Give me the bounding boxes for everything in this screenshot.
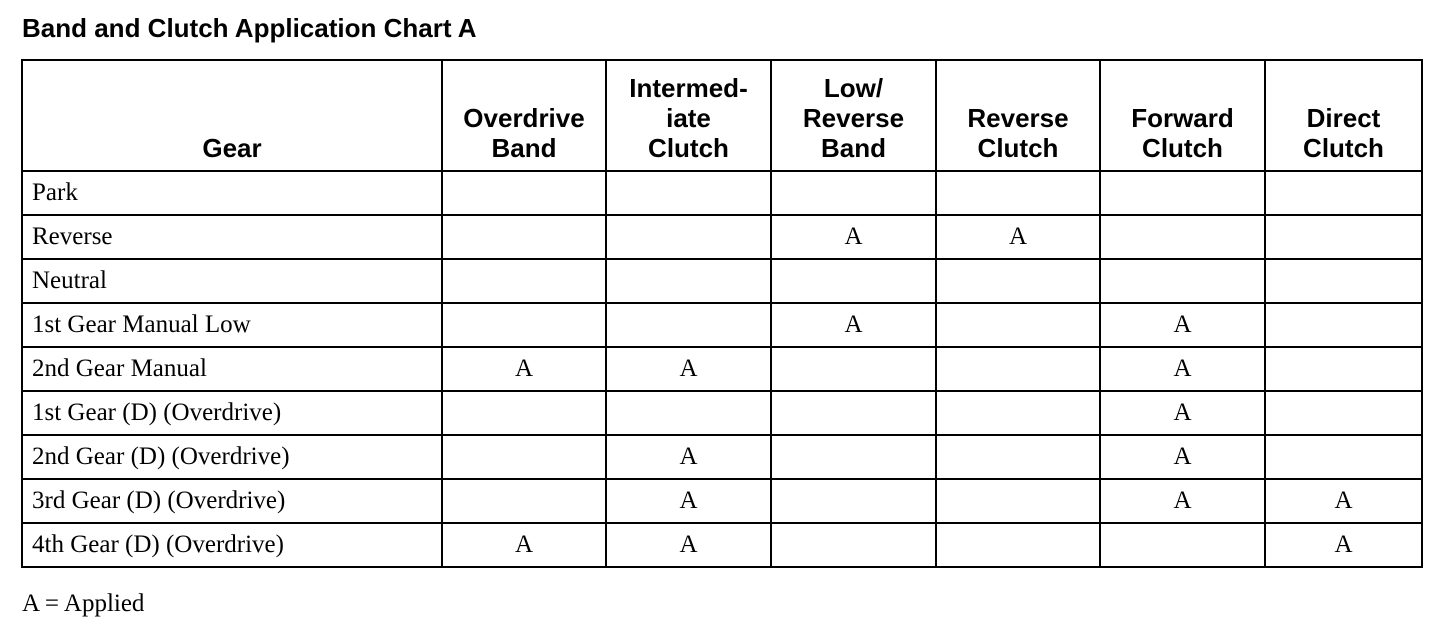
application-cell: A — [936, 215, 1100, 259]
application-cell — [442, 435, 606, 479]
application-cell — [936, 479, 1100, 523]
application-cell — [1265, 215, 1422, 259]
application-cell — [606, 391, 771, 435]
application-cell: A — [606, 479, 771, 523]
header-reverse-clutch — [936, 60, 1100, 171]
header-line: Reverse — [967, 103, 1069, 133]
table-row — [22, 523, 1422, 567]
application-cell: A — [771, 215, 936, 259]
gear-cell: 4th Gear (D) (Overdrive) — [22, 523, 442, 567]
application-cell — [1265, 391, 1422, 435]
application-cell — [442, 171, 606, 215]
application-cell — [936, 435, 1100, 479]
application-cell — [606, 303, 771, 347]
header-line: Clutch — [1142, 133, 1223, 163]
table-row — [22, 479, 1422, 523]
application-cell — [1100, 215, 1265, 259]
gear-cell: Reverse — [22, 215, 442, 259]
application-cell — [936, 171, 1100, 215]
application-cell — [936, 523, 1100, 567]
table-row — [22, 259, 1422, 303]
application-cell — [936, 391, 1100, 435]
header-direct-clutch — [1265, 60, 1422, 171]
table-row — [22, 215, 1422, 259]
application-cell — [1265, 171, 1422, 215]
application-cell: A — [442, 523, 606, 567]
header-line: Band — [821, 133, 886, 163]
application-cell — [606, 215, 771, 259]
application-cell: A — [771, 303, 936, 347]
header-intermediate-clutch — [606, 60, 771, 171]
application-cell — [1265, 347, 1422, 391]
table-row — [22, 391, 1422, 435]
gear-cell: Park — [22, 171, 442, 215]
application-cell — [936, 303, 1100, 347]
header-line: iate — [666, 103, 711, 133]
header-line: Low/ — [823, 73, 884, 103]
application-cell — [442, 259, 606, 303]
gear-cell: 2nd Gear (D) (Overdrive) — [22, 435, 442, 479]
application-cell — [1100, 171, 1265, 215]
gear-cell: 3rd Gear (D) (Overdrive) — [22, 479, 442, 523]
header-forward-clutch — [1100, 60, 1265, 171]
header-overdrive-band — [442, 60, 606, 171]
application-cell: A — [1265, 479, 1422, 523]
header-line: Band — [491, 133, 557, 163]
application-cell — [1265, 303, 1422, 347]
gear-cell: 1st Gear Manual Low — [22, 303, 442, 347]
application-cell — [1265, 259, 1422, 303]
header-line: Intermed- — [629, 73, 748, 103]
header-line: Clutch — [648, 133, 729, 163]
application-cell — [771, 523, 936, 567]
application-cell — [771, 391, 936, 435]
application-cell — [442, 215, 606, 259]
legend-note: A = Applied — [22, 590, 145, 617]
header-gear — [22, 60, 442, 171]
application-cell: A — [1265, 523, 1422, 567]
table-row — [22, 171, 1422, 215]
application-cell — [442, 479, 606, 523]
application-cell — [771, 259, 936, 303]
header-line: Overdrive — [463, 103, 585, 133]
header-line: Reverse — [802, 103, 905, 133]
header-line: Direct — [1306, 103, 1381, 133]
header-line: Clutch — [977, 133, 1059, 163]
application-cell — [771, 435, 936, 479]
application-cell — [1100, 523, 1265, 567]
table-row — [22, 347, 1422, 391]
application-cell: A — [442, 347, 606, 391]
gear-cell: 2nd Gear Manual — [22, 347, 442, 391]
application-cell — [936, 347, 1100, 391]
application-cell: A — [606, 347, 771, 391]
application-cell — [1265, 435, 1422, 479]
application-cell — [771, 479, 936, 523]
table-row — [22, 435, 1422, 479]
chart-title: Band and Clutch Application Chart A — [22, 13, 477, 43]
application-cell: A — [1100, 303, 1265, 347]
application-cell — [606, 171, 771, 215]
application-cell — [1100, 259, 1265, 303]
application-cell: A — [1100, 347, 1265, 391]
table-row — [22, 303, 1422, 347]
application-cell: A — [606, 435, 771, 479]
header-line: Gear — [202, 133, 262, 163]
application-cell — [442, 391, 606, 435]
header-row — [22, 60, 1422, 171]
application-cell: A — [1100, 435, 1265, 479]
band-clutch-table — [21, 59, 1423, 568]
application-cell — [771, 171, 936, 215]
application-cell — [442, 303, 606, 347]
application-cell: A — [1100, 391, 1265, 435]
application-cell — [936, 259, 1100, 303]
application-cell: A — [606, 523, 771, 567]
gear-cell: 1st Gear (D) (Overdrive) — [22, 391, 442, 435]
application-cell — [606, 259, 771, 303]
gear-cell: Neutral — [22, 259, 442, 303]
application-cell — [771, 347, 936, 391]
application-cell: A — [1100, 479, 1265, 523]
header-low-reverse-band — [771, 60, 936, 171]
header-line: Forward — [1131, 103, 1234, 133]
header-line: Clutch — [1303, 133, 1384, 163]
